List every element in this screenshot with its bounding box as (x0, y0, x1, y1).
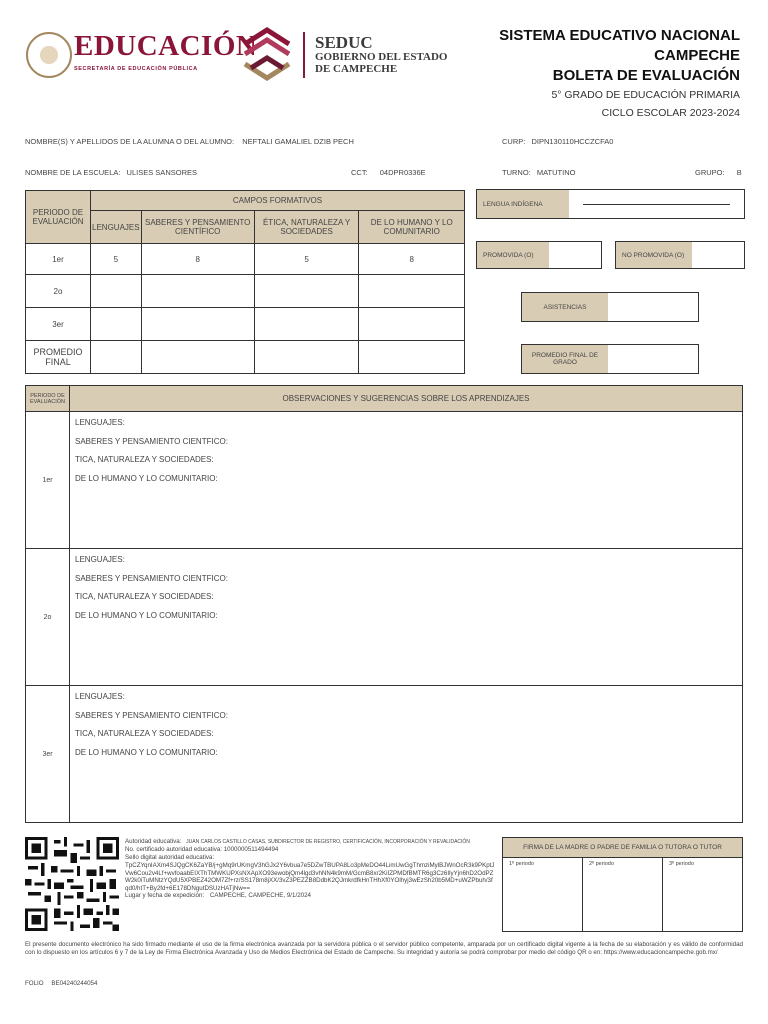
cert-label: No. certificado autoridad educativa: (125, 846, 222, 853)
educacion-logo (26, 28, 258, 80)
student-name-label: NOMBRE(S) Y APELLIDOS DE LA ALUMNA O DEL ALUMNO: (25, 137, 235, 146)
school-year: CICLO ESCOLAR 2023-2024 (601, 107, 740, 119)
table-row (26, 275, 465, 308)
obs-line: DE LO HUMANO Y LO COMUNITARIO: (75, 473, 218, 483)
grade-cell: 5 (254, 244, 359, 275)
logo-subtitle: SECRETARÍA DE EDUCACIÓN PÚBLICA (74, 66, 198, 72)
curp-value: DIPN130110HCCZCFA0 (531, 137, 614, 146)
seduc-divider (303, 32, 305, 78)
grade-cell (359, 275, 465, 308)
campeche-knot-icon (237, 24, 297, 84)
folio-label: FOLIO (25, 980, 44, 987)
obs-header: OBSERVACIONES Y SUGERENCIAS SOBRE LOS APRENDIZAJES (70, 386, 743, 412)
obs-line: SABERES Y PENSAMIENTO CIENTFICO: (75, 710, 228, 720)
signature-period-2: 2º periodo (582, 858, 662, 932)
asistencias-label: ASISTENCIAS (522, 293, 608, 321)
folio-row (25, 980, 97, 988)
table-row (26, 308, 465, 341)
obs-line: LENGUAJES: (75, 418, 125, 427)
promedio-final-box (521, 344, 699, 374)
grade-label: 5° GRADO DE EDUCACIÓN PRIMARIA (551, 89, 740, 101)
signature-period-3: 3º periodo (662, 858, 742, 932)
lengua-indigena-label: LENGUA INDÍGENA (477, 190, 569, 218)
obs-line: SABERES Y PENSAMIENTO CIENTFICO: (75, 436, 228, 446)
signature-table (502, 837, 743, 932)
seduc-logo (315, 34, 447, 75)
period-cell: PROMEDIO FINAL (26, 341, 91, 374)
obs-line: TICA, NATURALEZA Y SOCIEDADES: (75, 455, 214, 464)
cct-row (351, 168, 426, 177)
grades-table (25, 190, 465, 374)
col-humano: DE LO HUMANO Y LO COMUNITARIO (359, 211, 465, 244)
grade-cell (141, 308, 254, 341)
obs-period: 1er (26, 412, 70, 549)
grade-cell (359, 341, 465, 374)
seal-label: Sello digital autoridad educativa: (125, 854, 215, 861)
document-header (499, 26, 740, 122)
grade-cell (254, 308, 359, 341)
obs-period: 3er (26, 686, 70, 823)
student-name: NEFTALI GAMALIEL DZIB PECH (242, 137, 354, 146)
folio-number: BE04240244054 (51, 980, 98, 987)
obs-period: 2o (26, 549, 70, 686)
no-promovida-label: NO PROMOVIDA (O) (616, 242, 692, 268)
lengua-indigena-box (476, 189, 745, 219)
school-name: ULISES SANSORES (126, 168, 197, 177)
authority-name: JUAN CARLOS CASTILLO CASAS, SUBDIRECTOR DE REGISTRO, CERTIFICACIÓN, INCORPORACIÓN Y REVALIDACIÓN (186, 839, 470, 845)
curp-row (502, 137, 613, 146)
table-row (26, 244, 465, 275)
place-date: CAMPECHE, CAMPECHE, 9/1/2024 (209, 892, 311, 899)
promovida-box (476, 241, 602, 269)
seduc-title: SEDUC (315, 33, 373, 52)
cert-number: 1000000511494494 (223, 846, 279, 853)
col-lenguajes: LENGUAJES (91, 211, 142, 244)
promovida-label: PROMOVIDA (O) (477, 242, 549, 268)
student-name-row (25, 137, 354, 146)
turno-row (502, 168, 575, 177)
grade-cell: 8 (359, 244, 465, 275)
observations-table (25, 385, 743, 823)
campos-header: CAMPOS FORMATIVOS (91, 191, 465, 211)
grade-cell: 5 (91, 244, 142, 275)
seduc-line1: GOBIERNO DEL ESTADO (315, 51, 448, 63)
legal-notice: El presente documento electrónico ha sido firmado mediante el uso de la firma electrónica avanzada por la servidora pública o el servidor público competente, amparada por un certificado digital vigente a la fecha de su elaboración y es válido de conformidad con lo dispuesto en los artículos 6 y 7 de la Ley de Firma Electrónica Avanzada y Uso de Medios Electrónica del Estado de Campeche. Su integridad y autoría se podrá comprobar por medio del código QR o en: https://www.educacioncampeche.gob.mx/ (25, 941, 743, 956)
grade-cell (91, 275, 142, 308)
seal-icon (26, 32, 72, 78)
place-label: Lugar y fecha de expedición: (125, 892, 205, 899)
title-boleta: BOLETA DE EVALUACIÓN (552, 67, 740, 84)
obs-line: TICA, NATURALEZA Y SOCIEDADES: (75, 729, 214, 738)
promedio-final-label: PROMEDIO FINAL DE GRADO (522, 345, 608, 373)
period-cell: 2o (26, 275, 91, 308)
grade-cell (254, 275, 359, 308)
cct-label: CCT: (351, 168, 368, 177)
period-cell: 1er (26, 244, 91, 275)
obs-period-header: PERIODO DE EVALUACIÓN (26, 386, 70, 412)
obs-line: TICA, NATURALEZA Y SOCIEDADES: (75, 592, 214, 601)
grupo-label: GRUPO: (695, 168, 725, 177)
grade-cell (254, 341, 359, 374)
grade-cell (141, 341, 254, 374)
qr-code-icon (25, 836, 119, 932)
grupo-value: B (736, 168, 742, 177)
seduc-line2: DE CAMPECHE (315, 63, 398, 75)
grade-cell (141, 275, 254, 308)
no-promovida-box (615, 241, 745, 269)
turno-label: TURNO: (502, 168, 531, 177)
school-label: NOMBRE DE LA ESCUELA: (25, 168, 121, 177)
table-row (26, 341, 465, 374)
obs-line: DE LO HUMANO Y LO COMUNITARIO: (75, 610, 218, 620)
title-campeche: CAMPECHE (654, 47, 740, 64)
period-header: PERIODO DE EVALUACIÓN (26, 191, 91, 244)
digital-seal: TpCZYqnIAXm4SJQgCK6ZaYB/j+gMq9rUKmgV3hGJx2Y6vbua7e5DZwTBUPA8Lo3pMeDO44LimUwGgThmziMylBJWnOcR3k9PKptJVw6Cou2v4Lf+wvfoaabEIXThTMWKUPXsNXApXO93ewobjQm4lgd3vhNN4k9mM/GcmB8xr2KiIZPMDfBMTR6g3Cz6IlyYjn6hD2OdPZW2k0iTuMNtzYQdU5XPBEZ42OM7Zf+rz/SS178m8jXX/3vZ3PEZZB8DdbK2QJmkrdfkHnTHhXf0YOlhyj3wEzSh20b5MD+uWZPbuh/3fqd0/htT+By2fd+6E178DNgutDSUzHATjNw== (125, 862, 495, 892)
obs-line: SABERES Y PENSAMIENTO CIENTFICO: (75, 573, 228, 583)
lengua-indigena-line (583, 204, 730, 205)
authority-label: Autoridad educativa: (125, 838, 182, 845)
obs-line: DE LO HUMANO Y LO COMUNITARIO: (75, 747, 218, 757)
curp-label: CURP: (502, 137, 526, 146)
logo-title: EDUCACIÓN (74, 30, 258, 62)
obs-row (26, 549, 743, 686)
obs-line: LENGUAJES: (75, 692, 125, 701)
school-row (25, 168, 197, 177)
obs-row (26, 686, 743, 823)
signature-period-1: 1º periodo (503, 858, 583, 932)
col-etica: ÉTICA, NATURALEZA Y SOCIEDADES (254, 211, 359, 244)
authority-block (125, 838, 495, 900)
grade-cell (359, 308, 465, 341)
grade-cell (91, 308, 142, 341)
turno-value: MATUTINO (536, 168, 576, 177)
signature-header: FIRMA DE LA MADRE O PADRE DE FAMILIA O TUTORA O TUTOR (503, 838, 743, 858)
cct-value: 04DPR0336E (379, 168, 426, 177)
grupo-row (695, 168, 742, 177)
asistencias-box (521, 292, 699, 322)
obs-row (26, 412, 743, 549)
period-cell: 3er (26, 308, 91, 341)
grade-cell (91, 341, 142, 374)
grade-cell: 8 (141, 244, 254, 275)
col-saberes: SABERES Y PENSAMIENTO CIENTÍFICO (141, 211, 254, 244)
title-sistema: SISTEMA EDUCATIVO NACIONAL (499, 27, 740, 44)
obs-line: LENGUAJES: (75, 555, 125, 564)
